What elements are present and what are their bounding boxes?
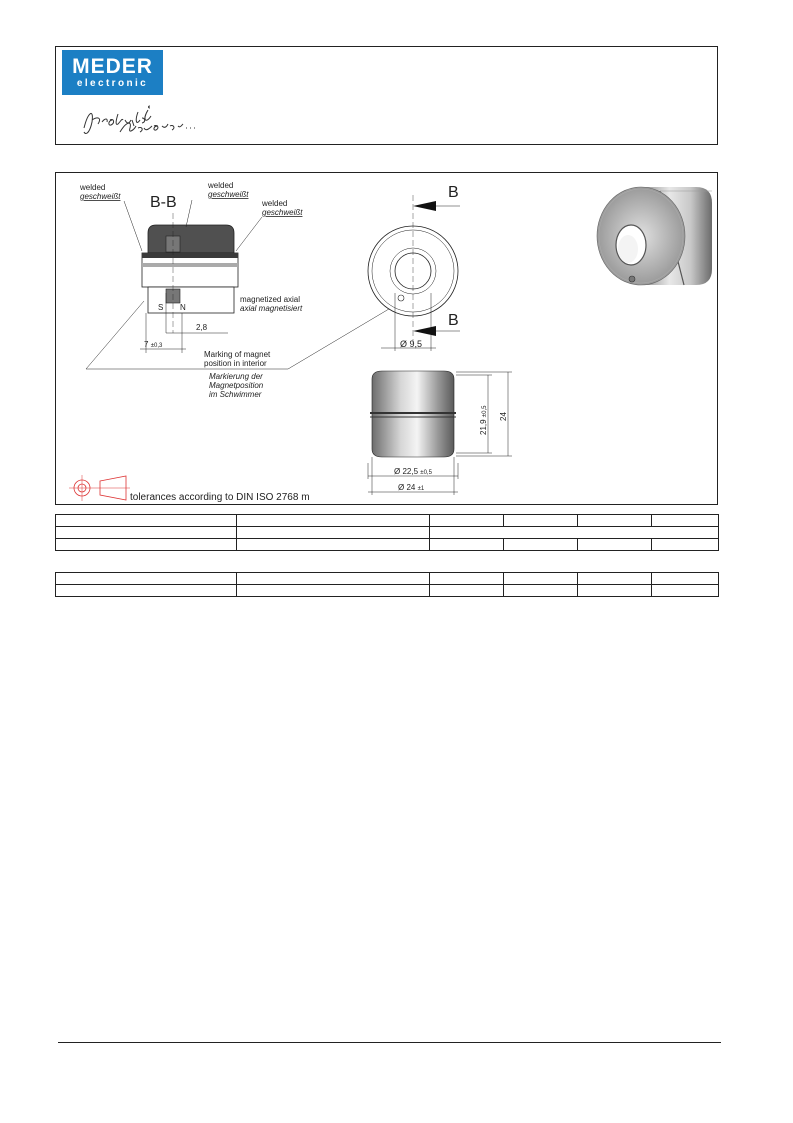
table-cell bbox=[504, 515, 578, 527]
logo-tagline-script bbox=[80, 102, 200, 138]
dim-24-height: 24 bbox=[499, 412, 508, 421]
side-view bbox=[368, 371, 512, 495]
dim-24-tol: ±1 bbox=[417, 486, 425, 492]
logo-text: MEDER bbox=[72, 55, 153, 78]
table-cell bbox=[56, 515, 237, 527]
table-cell bbox=[652, 539, 719, 551]
dim-7-group bbox=[144, 340, 163, 349]
geschweisst-label-2: geschweißt bbox=[208, 190, 249, 199]
dia-symbol-1: Ø bbox=[400, 339, 408, 349]
welded-label-2: welded bbox=[208, 181, 234, 190]
dim-21-9-tol: ±0,5 bbox=[482, 405, 488, 418]
table-cell bbox=[504, 585, 578, 597]
geschweisst-label-1: geschweißt bbox=[80, 192, 121, 201]
table-cell bbox=[237, 527, 430, 539]
table-row bbox=[56, 573, 719, 585]
spec-table-2 bbox=[55, 572, 719, 597]
dim-22-5: 22,5 bbox=[402, 467, 419, 476]
spec-table-1 bbox=[55, 514, 719, 551]
dim-2-8: 2,8 bbox=[196, 323, 208, 332]
magnetized-en: magnetized axial bbox=[240, 295, 301, 304]
dia-symbol-3: Ø bbox=[398, 483, 405, 492]
section-label: B-B bbox=[150, 194, 177, 211]
table-cell bbox=[430, 527, 719, 539]
table-cell bbox=[430, 515, 504, 527]
dim-21-9-group bbox=[479, 405, 488, 435]
table-row bbox=[56, 515, 719, 527]
tolerance-note: tolerances according to DIN ISO 2768 m bbox=[130, 492, 310, 503]
table-cell bbox=[237, 539, 430, 551]
dim-7: 7 bbox=[144, 340, 149, 349]
table-cell bbox=[652, 585, 719, 597]
table-cell bbox=[578, 515, 652, 527]
table-cell bbox=[56, 539, 237, 551]
pole-s: S bbox=[158, 303, 164, 312]
table-cell bbox=[504, 539, 578, 551]
table-cell bbox=[504, 573, 578, 585]
product-3d-render bbox=[597, 187, 712, 285]
table-cell bbox=[652, 573, 719, 585]
dim-22-5-group bbox=[394, 467, 433, 476]
table-cell bbox=[652, 515, 719, 527]
table-cell bbox=[430, 585, 504, 597]
table-row bbox=[56, 539, 719, 551]
marking-de-2: Magnetposition bbox=[209, 381, 264, 390]
marking-de-1: Markierung der bbox=[209, 372, 263, 381]
dim-21-9: 21,9 bbox=[479, 419, 488, 435]
table-cell bbox=[56, 585, 237, 597]
table-cell bbox=[578, 573, 652, 585]
section-view bbox=[140, 213, 238, 353]
dim-7-tol: ±0,3 bbox=[150, 343, 163, 349]
table-cell bbox=[430, 573, 504, 585]
dia-symbol-2: Ø bbox=[394, 467, 401, 476]
welded-label-1: welded bbox=[80, 183, 106, 192]
pole-n: N bbox=[180, 303, 186, 312]
table-cell bbox=[56, 573, 237, 585]
marking-de-3: im Schwimmer bbox=[209, 390, 262, 399]
technical-drawing bbox=[55, 172, 718, 505]
section-mark-bottom: B bbox=[448, 312, 459, 329]
table-cell bbox=[578, 585, 652, 597]
welded-label-3: welded bbox=[262, 199, 288, 208]
dim-22-5-tol: ±0,5 bbox=[420, 470, 432, 476]
meder-logo bbox=[62, 50, 163, 95]
projection-symbol bbox=[69, 475, 130, 501]
table-row bbox=[56, 585, 719, 597]
logo-subtext: electronic bbox=[76, 78, 149, 89]
dim-24-group bbox=[398, 483, 425, 492]
table-cell bbox=[237, 585, 430, 597]
table-cell bbox=[237, 515, 430, 527]
table-cell bbox=[237, 573, 430, 585]
marking-en-2: position in interior bbox=[204, 359, 267, 368]
section-mark-top: B bbox=[448, 184, 459, 201]
footer-divider bbox=[58, 1042, 721, 1043]
table-cell bbox=[56, 527, 237, 539]
dim-9-5: 9,5 bbox=[409, 339, 423, 349]
table-cell bbox=[430, 539, 504, 551]
front-view bbox=[368, 195, 460, 351]
dim-9-5-group bbox=[400, 339, 422, 349]
table-row bbox=[56, 527, 719, 539]
marking-en-1: Marking of magnet bbox=[204, 350, 271, 359]
table-cell bbox=[578, 539, 652, 551]
drawing-canvas bbox=[56, 173, 718, 505]
dim-24-diameter: 24 bbox=[406, 483, 416, 492]
geschweisst-label-3: geschweißt bbox=[262, 208, 303, 217]
magnetized-de: axial magnetisiert bbox=[240, 304, 303, 313]
